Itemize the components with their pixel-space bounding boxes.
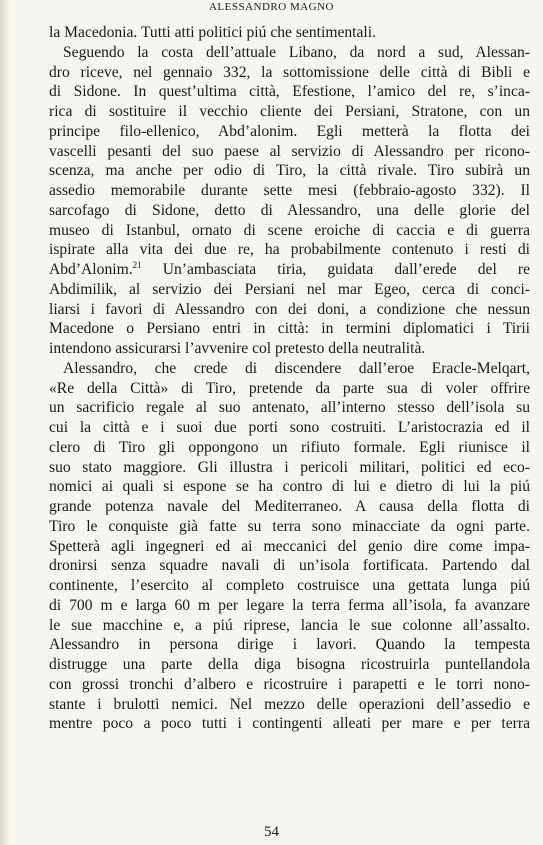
text-line: Alessandro in persona dirige i lavori. Quando la tempesta — [49, 636, 530, 654]
text-line: di 700 m e larga 60 m per legare la terra ferma all’isola, fa avanzare — [49, 596, 530, 614]
text-line: Tiro le conquiste già fatte su terra sono minacciate da ogni parte. — [49, 517, 530, 535]
text-line-with-note — [49, 260, 530, 280]
footnote-ref: 21 — [132, 260, 142, 270]
text-line: la Macedonia. Tutti atti politici piú che sentimentali. — [49, 24, 376, 41]
text-line: Spetterà agli ingegneri ed ai meccanici del genio dire come impa- — [49, 537, 530, 555]
text-line: con grossi tronchi d’albero e ricostruire i parapetti e le torri nono- — [49, 675, 530, 693]
text-line: di Sidone. In quest’ultima città, Efestione, l’amico del re, s’inca- — [49, 83, 530, 101]
text-line: intendono assicurarsi l’avvenire col pretesto della neutralità. — [49, 340, 426, 357]
text-line: distrugge una parte della diga bisogna ricostruirla puntellandola — [49, 656, 530, 673]
text-line: dronirsi senza squadre navali di un’isola fortificata. Partendo dal — [49, 557, 530, 575]
page-edge-shadow — [0, 0, 10, 845]
text-fragment: Un’ambasciata tiria, guidata dall’erede del re — [141, 261, 530, 278]
text-line: ispirate alla vita dei due re, ha probabilmente contenuto i resti di — [49, 241, 530, 259]
text-line: sarcofago di Sidone, detto di Alessandro, una delle glorie del — [49, 201, 530, 219]
text-line: scenza, ma anche per odio di Tiro, la città rivale. Tiro subirà un — [49, 162, 530, 180]
text-line: mentre poco a poco tutti i contingenti alleati per mare e per terra — [49, 715, 530, 733]
text-line: vascelli pesanti del suo paese al servizio di Alessandro per ricono- — [49, 142, 530, 160]
text-fragment: Abd’Alonim. — [49, 261, 133, 278]
text-line: Alessandro, che crede di discendere dall’eroe Eracle-Melqart, — [63, 359, 530, 377]
text-line: un sacrificio regale al suo antenato, all’interno stesso dell’isola su — [49, 399, 530, 417]
text-line: clero di Tiro gli oppongono un rifiuto formale. Egli riunisce il — [49, 438, 530, 456]
body-text — [49, 23, 530, 734]
text-line: continente, l’esercito al completo costruisce una gettata lunga piú — [49, 577, 530, 594]
text-line: principe filo-ellenico, Abd’alonim. Egli metterà la flotta dei — [49, 122, 530, 140]
text-line: dro riceve, nel gennaio 332, la sottomissione delle città di Bibli e — [49, 63, 530, 81]
text-line: liarsi i favori di Alessandro con dei doni, a condizione che nessun — [49, 300, 530, 318]
text-line: Seguendo la costa dell’attuale Libano, da nord a sud, Alessan- — [63, 43, 530, 61]
text-line: rica di sostituire il vecchio cliente dei Persiani, Stratone, con un — [49, 103, 530, 120]
page-number: 54 — [264, 824, 279, 840]
running-head: ALESSANDRO MAGNO — [208, 1, 335, 13]
text-line: nomici ai quali si espone se ha contro di lui e dietro di lui la piú — [49, 478, 530, 496]
text-line: assedio memorabile durante sette mesi (febbraio-agosto 332). Il — [49, 182, 530, 199]
text-line: cui la città e i suoi due porti sono costruiti. L’aristocrazia ed il — [49, 419, 530, 436]
text-line: «Re della Città» di Tiro, pretende da parte sua di voler offrire — [49, 379, 530, 397]
text-line: museo di Istanbul, ornato di scene eroiche di caccia e di guerra — [49, 221, 530, 239]
text-line: le sue macchine e, a piú riprese, lancia le sue colonne all’assalto. — [49, 616, 530, 634]
text-line: stante i brulotti nemici. Nel mezzo delle operazioni dell’assedio e — [49, 695, 530, 713]
text-line: suo stato maggiore. Gli illustra i pericoli militari, politici ed eco- — [49, 458, 530, 476]
text-line: Macedone o Persiano entri in città: in termini diplomatici i Tirii — [49, 320, 530, 338]
text-line: grande potenza navale del Mediterraneo. A causa della flotta di — [49, 498, 530, 515]
text-line: Abdimilik, al servizio dei Persiani nel mar Egeo, cerca di conci- — [49, 280, 530, 298]
